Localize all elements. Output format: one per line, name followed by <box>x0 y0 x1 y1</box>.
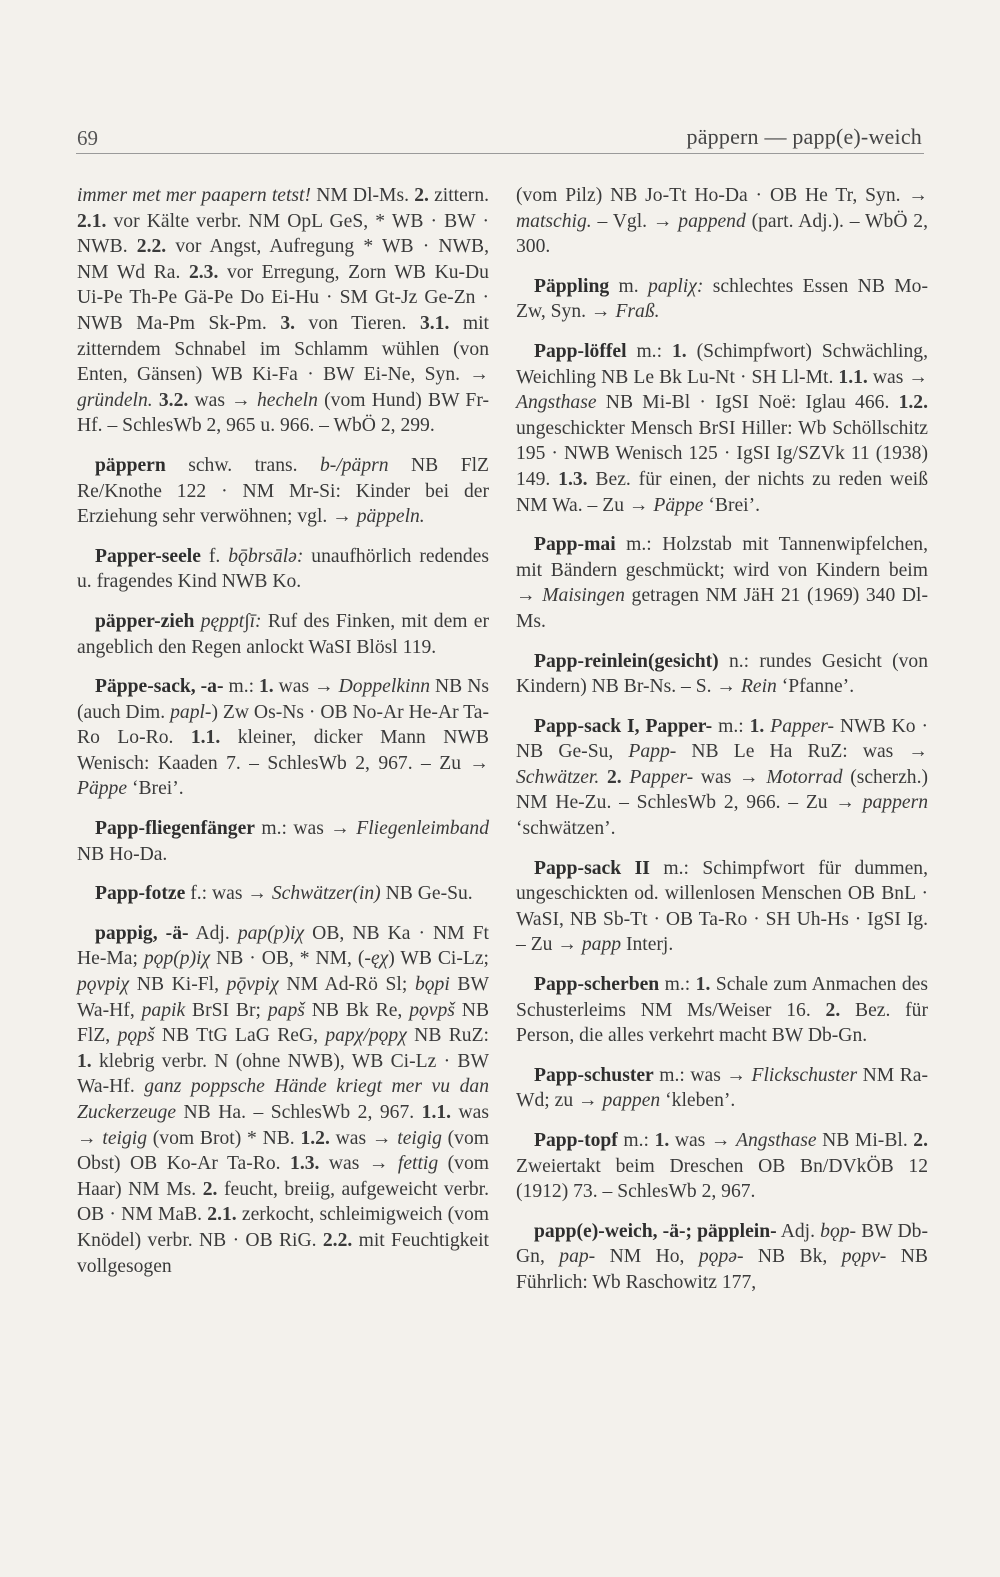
entry-body: m.: 1. was → Doppelkinn NB Ns (auch Dim. papl-) Zw Os-Ns · OB No-Ar He-Ar Ta-Ro Lo-Ro. 1.1. kleiner, dicker Mann NWB Wenisch: Kaaden 7. – SchlesWb 2, 967. – Zu → Päppe ‘Brei’. <box>77 676 489 800</box>
entry-headword: Papp-mai <box>534 534 616 556</box>
page-number: 69 <box>77 126 98 150</box>
entry-body: m.: 1. Papper- NWB Ko · NB Ge-Su, Papp- NB Le Ha RuZ: was → Schwätzer. 2. Papper- was → Motorrad (scherzh.) NM He-Zu. – SchlesWb 2, 966. – Zu → pappern ‘schwätzen’. <box>516 715 929 840</box>
dictionary-entry <box>77 881 489 907</box>
entry-body: (vom Pilz) NB Jo-Tt Ho-Da · OB He Tr, Syn. → matschig. – Vgl. → pappend (part. Adj.). – WbÖ 2, 300. <box>516 185 929 258</box>
entry-headword: Papp-löffel <box>534 340 627 362</box>
dictionary-entry <box>516 714 928 842</box>
dictionary-entry <box>516 1219 928 1296</box>
dictionary-entry <box>77 921 489 1279</box>
entry-body: m.: was → Fliegenleimband NB Ho-Da. <box>77 818 489 865</box>
dictionary-entry <box>516 532 928 634</box>
dictionary-entry <box>516 339 928 518</box>
entry-body: m.: was → Flickschuster NM Ra-Wd; zu → pappen ‘kleben’. <box>516 1064 928 1112</box>
entry-headword: pappig, -ä- <box>95 922 189 944</box>
entry-headword: Papp-scherben <box>534 974 660 996</box>
left-column <box>77 183 489 1293</box>
dictionary-entry <box>77 183 489 439</box>
entry-headword: Papp-topf <box>534 1130 618 1151</box>
right-column <box>516 183 928 1310</box>
entry-headword: Päppe-sack, -a- <box>95 676 224 698</box>
dictionary-entry <box>77 674 489 802</box>
dictionary-entry <box>77 609 489 660</box>
dictionary-entry <box>516 972 928 1049</box>
entry-headword: Papp-fotze <box>95 883 186 905</box>
entry-body: f.: was → Schwätzer(in) NB Ge-Su. <box>185 883 473 905</box>
entry-headword: Papp-reinlein(gesicht) <box>534 650 719 672</box>
entry-body: pęppt∫ī: Ruf des Finken, mit dem er angeblich den Regen anlockt WaSI Blösl 119. <box>77 610 490 658</box>
dictionary-entry <box>516 856 928 958</box>
dictionary-entry <box>77 544 489 595</box>
dictionary-entry <box>516 1063 928 1114</box>
entry-headword: papp(e)-weich, -ä-; päpplein- <box>534 1220 777 1242</box>
dictionary-entry <box>516 1128 928 1205</box>
running-head: päppern — papp(e)-weich <box>686 124 922 149</box>
entry-body: Adj. bǫp- BW Db-Gn, pap- NM Ho, pǫpə- NB Bk, pǫpv- NB Führlich: Wb Raschowitz 177, <box>516 1220 928 1293</box>
entry-body: m.: Schimpfwort für dummen, ungeschickten od. willenlosen Menschen OB BnL · WaSI, NB Sb-Tt · OB Ta-Ro · SH Uh-Hs · IgSI Ig. – Zu → papp Interj. <box>516 857 928 956</box>
dictionary-entry <box>77 453 489 530</box>
entry-body: n.: rundes Gesicht (von Kindern) NB Br-Ns. – S. → Rein ‘Pfanne’. <box>516 650 928 698</box>
entry-headword: Papp-sack II <box>534 857 650 879</box>
entry-body: m. papliχ: schlechtes Essen NB Mo-Zw, Syn. → Fraß. <box>516 275 928 323</box>
entry-body: Adj. pap(p)iχ OB, NB Ka · NM Ft He-Ma; pǫp(p)iχ NB · OB, * NM, (-ęχ) WB Ci-Lz; pǫvpiχ NB Ki-Fl, pǭvpiχ NM Ad-Rö Sl; bǫpi BW Wa-Hf, papik BrSI Br; papš NB Bk Re, pǫvpš NB FlZ, pǫpš NB TtG LaG ReG, papχ/pǫpχ NB RuZ: 1. klebrig verbr. N (ohne NWB), WB Ci-Lz · BW Wa-Hf. ganz poppsche Hände kriegt mer vu dan Zuckerzeuge NB Ha. – SchlesWb 2, 967. 1.1. was → teigig (vom Brot) * NB. 1.2. was → teigig (vom Obst) OB Ko-Ar Ta-Ro. 1.3. was → fettig (vom Haar) NM Ms. 2. feucht, breiig, aufgeweicht verbr. OB · NM MaB. 2.1. zerkocht, schleimigweich (vom Knödel) verbr. NB · OB RiG. 2.2. mit Feuchtigkeit vollgesogen <box>77 922 490 1277</box>
entry-body: immer met mer paapern tetst! NM Dl-Ms. 2. zittern. 2.1. vor Kälte verbr. NM OpL GeS, * WB · BW · NWB. 2.2. vor Angst, Aufregung * WB · NWB, NM Wd Ra. 2.3. vor Erregung, Zorn WB Ku-Du Ui-Pe Th-Pe Gä-Pe Do Ei-Hu · SM Gt-Jz Ge-Zn · NWB Ma-Pm Sk-Pm. 3. von Tieren. 3.1. mit zitterndem Schnabel im Schlamm wühlen (von Enten, Gänsen) WB Ki-Fa · BW Ei-Ne, Syn. → gründeln. 3.2. was → hecheln (vom Hund) BW Fr-Hf. – SchlesWb 2, 965 u. 966. – WbÖ 2, 299. <box>77 185 490 437</box>
entry-body: m.: Holzstab mit Tannenwipfelchen, mit Bändern geschmückt; wird von Kindern beim → Maisingen getragen NM JäH 21 (1969) 340 Dl-Ms. <box>516 534 928 632</box>
entry-headword: päpper-zieh <box>95 610 195 632</box>
dictionary-entry <box>77 816 489 867</box>
entry-headword: Papper-seele <box>95 545 201 567</box>
entry-headword: päppern <box>95 454 166 476</box>
dictionary-entry <box>516 649 928 700</box>
entry-headword: Papp-fliegenfänger <box>95 818 255 840</box>
entry-body: f. bǭbrsālə: unaufhörlich redendes u. fragendes Kind NWB Ko. <box>77 545 489 593</box>
entry-body: m.: 1. was → Angsthase NB Mi-Bl. 2. Zweiertakt beim Dreschen OB Bn/DVkÖB 12 (1912) 73. – SchlesWb 2, 967. <box>516 1130 928 1203</box>
entry-body: m.: 1. Schale zum Anmachen des Schusterleims NM Ms/Weiser 16. 2. Bez. für Person, die alles verkehrt macht BW Db-Gn. <box>516 974 928 1047</box>
entry-headword: Papp-schuster <box>534 1064 654 1086</box>
entry-headword: Papp-sack I, Papper- <box>534 715 713 737</box>
header-rule <box>76 153 924 154</box>
entry-headword: Päppling <box>534 275 610 297</box>
dictionary-entry <box>516 274 928 325</box>
entry-body: schw. trans. b-/päprn NB FlZ Re/Knothe 122 · NM Mr-Si: Kinder bei der Erziehung sehr verwöhnen; vgl. → päppeln. <box>77 454 489 528</box>
dictionary-entry <box>516 183 928 260</box>
entry-body: m.: 1. (Schimpfwort) Schwächling, Weichling NB Le Bk Lu-Nt · SH Ll-Mt. 1.1. was → Angsthase NB Mi-Bl · IgSI Noë: Iglau 466. 1.2. ungeschickter Mensch BrSI Hiller: Wb Schöllschitz 195 · NWB Wenisch 125 · IgSI Ig/SZVk 11 (1938) 149. 1.3. Bez. für einen, der nichts zu reden weiß NM Wa. – Zu → Päppe ‘Brei’. <box>516 340 929 516</box>
